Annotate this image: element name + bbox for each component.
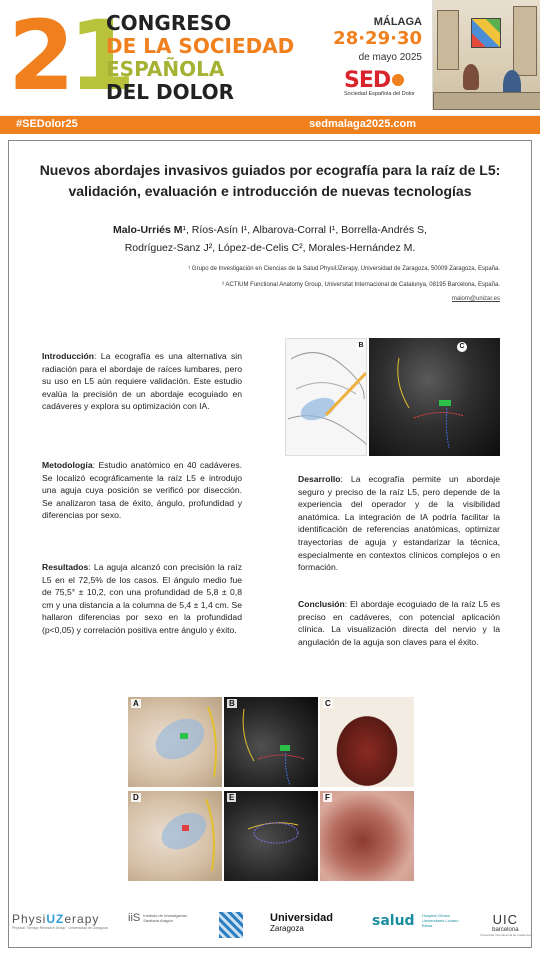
unizar-city: Zaragoza [270, 924, 304, 933]
panel-a-label: A [133, 699, 139, 708]
conclusion-text: : El abordaje ecoguiado de la raíz L5 es preciso en cadáveres, con potencial aplicación clínica. La visualización directa del nervio y la angulación de la aguja son claves para el éxito. [298, 599, 500, 647]
discussion-paragraph [298, 473, 500, 574]
physio-suffix: erapy [64, 912, 100, 926]
sed-logo [344, 68, 426, 106]
unizar-name: Universidad [270, 912, 333, 924]
poster-title-line-1: Nuevos abordajes invasivos guiados por ecografía para la raíz de L5: [39, 162, 501, 178]
institution-blue-logo [219, 912, 243, 938]
results-paragraph [42, 561, 242, 637]
congress-header [0, 0, 540, 116]
sed-logo-word: SED [344, 68, 391, 93]
ultrasound-image-top [369, 338, 500, 456]
top-figure-label-c: C [457, 342, 467, 352]
poster-title-line-2: validación, evaluación e introducción de nuevas tecnologías [68, 183, 472, 199]
panel-d-label: D [133, 793, 139, 802]
congress-line-1: CONGRESO [106, 11, 232, 35]
salud-hospital-name: Hospital Clínico Universitario Lozano Blesa [422, 913, 459, 929]
panel-e-ultrasound [224, 791, 318, 881]
congress-title [106, 12, 294, 104]
authors-line-2: Rodríguez-Sanz J², López-de-Celis C², Morales-Hernández M. [124, 242, 416, 254]
congress-dates: 28·29·30 [333, 28, 422, 49]
methods-paragraph [42, 459, 242, 522]
methods-heading: Metodología [42, 460, 93, 470]
congress-line-4: DEL DOLOR [106, 80, 235, 104]
physio-subtitle: Physical Therapy Research Group · Universidad de Zaragoza [12, 926, 108, 930]
salud-word: salud [372, 913, 415, 929]
uic-subtitle: Universitat Internacional de Catalunya [480, 933, 531, 937]
rubik-cube-icon [471, 18, 501, 48]
introduction-paragraph [42, 350, 242, 413]
sed-logo-dot [392, 74, 404, 86]
sed-logo-subtitle: Sociedad Española del Dolor [344, 91, 415, 97]
panel-a-cadaver-anatomy [128, 697, 222, 787]
uic-mark: UIC [492, 912, 519, 927]
panel-c-dissection [320, 697, 414, 787]
physio-prefix: Physi [12, 912, 47, 926]
discussion-text: : La ecografía permite un abordaje seguro y preciso de la raíz L5, pero depende de la experiencia del operador y de la visibilidad anatómica. La integración de IA podría facilitar la identificación de referencias anatómicas, optimizar trayectorias de aguja y estandarizar la técnica, especialmente en contextos clínicos complejos o en formación. [298, 474, 500, 573]
panel-b-ultrasound [224, 697, 318, 787]
congress-month: de mayo 2025 [358, 52, 422, 63]
uic-city: barcelona [492, 927, 519, 933]
discussion-heading: Desarrollo [298, 474, 341, 484]
edition-number: 21 [8, 0, 130, 112]
iis-name: Instituto de Investigación Sanitaria Aragón [143, 913, 188, 924]
congress-city: MÁLAGA [373, 16, 422, 28]
authors-line-1: ¹, Ríos-Asín I¹, Albarova-Corral I¹, Borrella-Andrés S, [182, 224, 427, 236]
hashtag-bar [0, 116, 540, 134]
iis-mark: iiS [128, 912, 141, 924]
unizar-logo [270, 912, 333, 933]
lead-author: Malo-Urriés M [113, 224, 183, 236]
iis-aragon-logo [128, 912, 197, 924]
congress-line-3: ESPAÑOLA [106, 57, 225, 81]
methods-text: : Estudio anatómico en 40 cadáveres. Se localizó ecográficamente la raíz L5 e introdujo una aguja cuya posición se verificó por disección. Se analizaron tasa de éxito, ángulo, profundidad y diferencias por sexo. [42, 460, 242, 521]
panel-b-label: B [229, 699, 235, 708]
panel-f-label: F [325, 793, 330, 802]
anatomy-line-drawing [285, 338, 367, 456]
congress-line-2: DE LA SOCIEDAD [106, 34, 295, 58]
physiuzerapy-logo [12, 912, 108, 930]
bottom-figure-grid [128, 697, 414, 881]
hashtag: #SEDolor25 [16, 118, 78, 130]
conclusion-paragraph [298, 598, 500, 648]
uic-barcelona-logo [480, 912, 531, 937]
author-list [50, 221, 490, 257]
physio-mid: UZ [46, 912, 65, 926]
contact-email[interactable]: malom@unizar.es [451, 296, 500, 302]
affiliation-2: ² ACTIUM Functional Anatomy Group, Universitat Internacional de Catalunya, 08195 Barcelona, España. [222, 282, 500, 288]
top-figure [285, 338, 500, 456]
introduction-text: : La ecografía es una alternativa sin radiación para el abordaje de raíces lumbares, pero su uso en L5 aún requiere validación. Este estudio evalúa la precisión de un abordaje ecoguiado en cadáveres y explora su optimización con IA. [42, 351, 242, 412]
conclusion-heading: Conclusión [298, 599, 345, 609]
poster-title [20, 160, 520, 202]
congress-website[interactable]: sedmalaga2025.com [308, 118, 416, 130]
introduction-heading: Introducción [42, 351, 95, 361]
results-heading: Resultados [42, 562, 89, 572]
panel-d-cadaver-anatomy [128, 791, 222, 881]
affiliation-1: ¹ Grupo de Investigación en Ciencias de la Salud PhysiUZerapy, Universidad de Zaragoza, 50009 Zaragoza, España. [188, 266, 500, 272]
panel-f-dissection [320, 791, 414, 881]
header-illustration [432, 0, 540, 110]
panel-c-label: C [325, 699, 331, 708]
results-text: : La aguja alcanzó con precisión la raíz L5 en el 72,5% de los casos. El ángulo medio fue de 75,5° ± 10,2, con una profundidad de 5,8 ± 0,8 cm y una distancia a la columna de 5,4 ± 1,4 cm. Se hallaron diferencias por sexo en la profundidad (p<0,05) y correlación positiva entre ángulo y éxito. [42, 562, 242, 635]
top-figure-label-b: B [356, 341, 366, 351]
salud-hospital-logo [372, 912, 468, 930]
panel-e-label: E [229, 793, 235, 802]
